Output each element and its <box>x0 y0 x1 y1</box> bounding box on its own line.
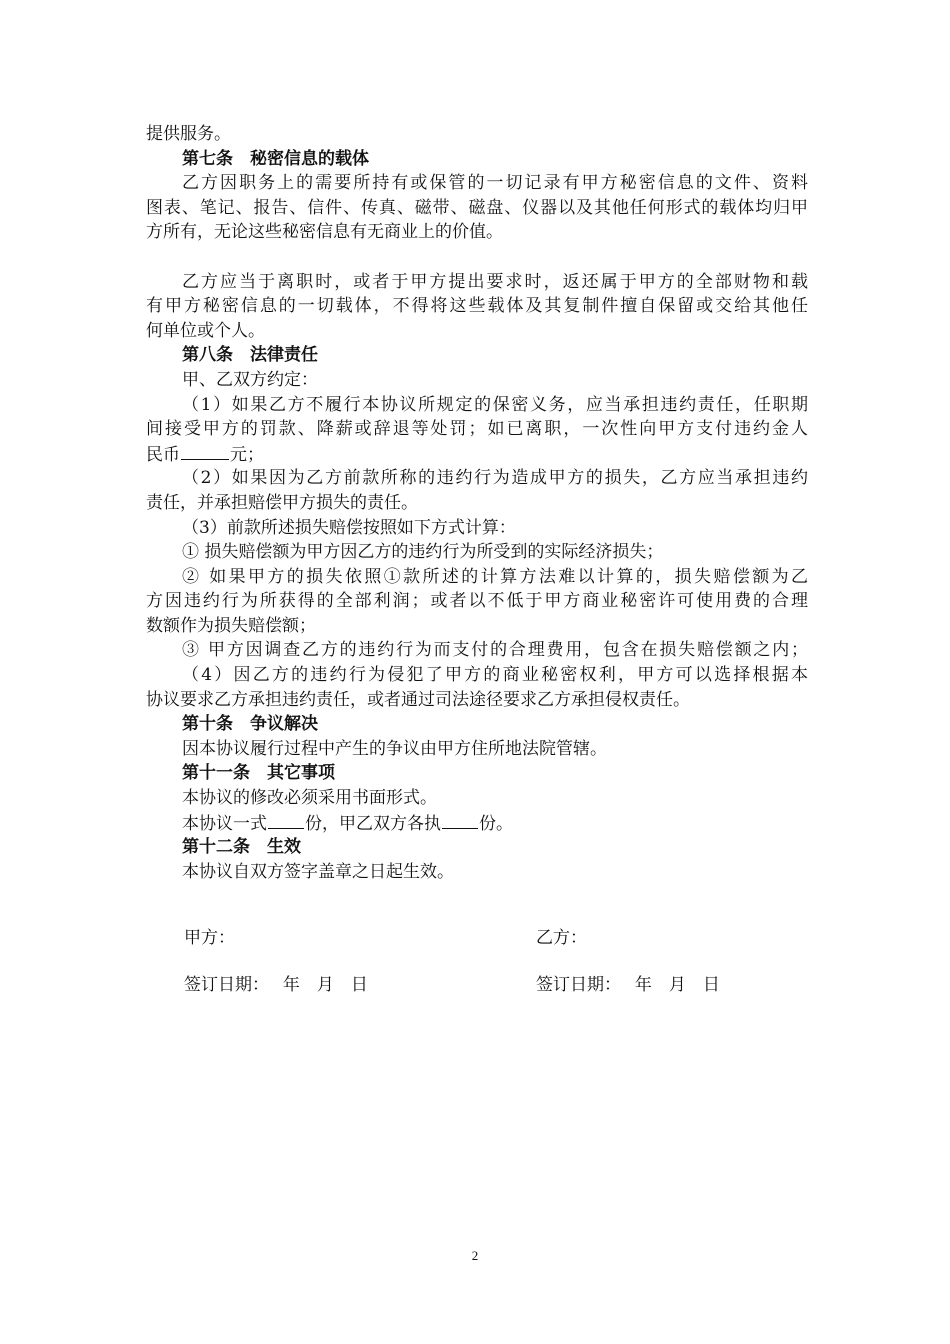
text-fragment: 元； <box>230 444 264 465</box>
paragraph-line: 乙方因职务上的需要所持有或保管的一切记录有甲方秘密信息的文件、资料 <box>182 173 808 194</box>
paragraph-line: 提供服务。 <box>146 124 231 144</box>
paragraph-line: 图表、笔记、报告、信件、传真、磁带、磁盘、仪器以及其他任何形式的载体均归甲 <box>146 197 808 218</box>
paragraph-line <box>146 442 808 467</box>
party-a-sign-date: 签订日期： 年 月 日 <box>184 975 368 995</box>
fill-in-blank[interactable] <box>442 811 478 829</box>
paragraph-line: （4）因乙方的违约行为侵犯了甲方的商业秘密权利，甲方可以选择根据本 <box>182 665 808 686</box>
article-11-title: 第十一条 其它事项 <box>182 763 335 784</box>
paragraph-line: 方所有，无论这些秘密信息有无商业上的价值。 <box>146 222 503 243</box>
paragraph-line <box>146 811 808 836</box>
article-7-title: 第七条 秘密信息的载体 <box>182 148 369 169</box>
party-b-sign-date: 签订日期： 年 月 日 <box>536 975 720 995</box>
paragraph-line: ② 如果甲方的损失依照①款所述的计算方法难以计算的，损失赔偿额为乙 <box>182 566 808 587</box>
paragraph-line: ③ 甲方因调查乙方的违约行为而支付的合理费用，包含在损失赔偿额之内； <box>182 640 808 661</box>
article-10-title: 第十条 争议解决 <box>182 714 318 735</box>
paragraph-line: 何单位或个人。 <box>146 320 265 341</box>
page-number: 2 <box>471 1248 479 1263</box>
document-body <box>146 122 808 884</box>
article-8-title: 第八条 法律责任 <box>182 345 318 366</box>
paragraph-line: 甲、乙双方约定： <box>182 369 318 390</box>
paragraph-line: 因本协议履行过程中产生的争议由甲方住所地法院管辖。 <box>182 738 607 759</box>
paragraph-line: 责任，并承担赔偿甲方损失的责任。 <box>146 492 418 513</box>
paragraph-line: 乙方应当于离职时，或者于甲方提出要求时，返还属于甲方的全部财物和载 <box>182 271 808 292</box>
paragraph-line: 本协议自双方签字盖章之日起生效。 <box>182 861 454 882</box>
text-fragment: 份。 <box>479 813 513 834</box>
article-12-title: 第十二条 生效 <box>182 837 301 858</box>
text-fragment: 民币 <box>146 444 180 465</box>
paragraph-line: （3）前款所述损失赔偿按照如下方式计算： <box>182 517 516 538</box>
spacer <box>146 245 808 270</box>
paragraph-line: ① 损失赔偿额为甲方因乙方的违约行为所受到的实际经济损失； <box>182 542 664 563</box>
paragraph-line: （1）如果乙方不履行本协议所规定的保密义务，应当承担违约责任，任职期 <box>182 394 808 415</box>
paragraph-line: 间接受甲方的罚款、降薪或辞退等处罚；如已离职，一次性向甲方支付违约金人 <box>146 419 808 440</box>
paragraph-line: 有甲方秘密信息的一切载体，不得将这些载体及其复制件擅自保留或交给其他任 <box>146 296 808 317</box>
fill-in-blank[interactable] <box>181 442 229 460</box>
fill-in-blank[interactable] <box>268 811 304 829</box>
party-b-signature-label: 乙方： <box>536 928 587 948</box>
paragraph-line: 协议要求乙方承担违约责任，或者通过司法途径要求乙方承担侵权责任。 <box>146 689 690 710</box>
paragraph-line: （2）如果因为乙方前款所称的违约行为造成甲方的损失，乙方应当承担违约 <box>182 468 808 489</box>
text-fragment: 份，甲乙双方各执 <box>305 813 441 834</box>
paragraph-line: 本协议的修改必须采用书面形式。 <box>182 788 437 809</box>
paragraph-line: 数额作为损失赔偿额； <box>146 615 316 636</box>
party-a-signature-label: 甲方： <box>184 928 235 948</box>
paragraph-line: 方因违约行为所获得的全部利润；或者以不低于甲方商业秘密许可使用费的合理 <box>146 591 808 612</box>
text-fragment: 本协议一式 <box>182 813 267 834</box>
